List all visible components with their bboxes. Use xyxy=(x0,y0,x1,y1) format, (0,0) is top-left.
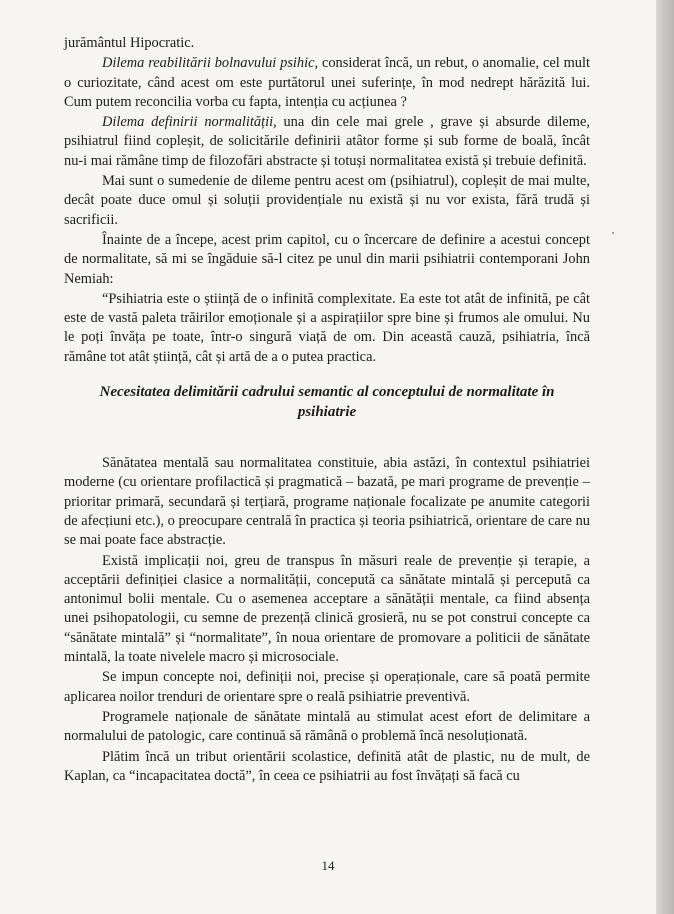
italic-term: Dilema reabilitării bolnavului psihic xyxy=(102,55,315,72)
paragraph-text: Înainte de a începe, acest prim capitol, cu o încercare de definire a acestui concept de normalitate, să mi se îngăduie să-l citez pe unul din marii psihiatrii contemporani John Nemiah: xyxy=(64,231,590,287)
paragraph-1 xyxy=(64,34,590,53)
paragraph-4 xyxy=(64,172,590,230)
paragraph-8: Se impun concepte noi, definiții noi, precise și operaționale, care să poată permite aplicarea noilor trenduri de orientare spre o reală psihiatrie preventivă. xyxy=(64,669,590,705)
section-body xyxy=(64,454,590,786)
page-edge-shadow xyxy=(656,0,674,914)
paragraph-3 xyxy=(64,113,590,171)
section-heading: Necesitatea delimitării cadrului semantic al conceptului de normalitate în psihiatrie xyxy=(99,384,555,420)
page-number: 14 xyxy=(321,858,335,873)
paragraph-text: jurământul Hipocratic. xyxy=(64,35,195,51)
quote-paragraph xyxy=(64,290,590,367)
paragraph-7: Există implicații noi, greu de transpus în măsuri reale de prevenție și terapie, a acceptării definiției clasice a normalității, concepută ca sănătate mintală și percepută ca antonimul bolii mentale. Cu o asemenea acceptare a sănătății mentale, ca fiind absența unei psihopatologii, cu semne de prezență clinică grosieră, nu se pot construi concepte ca “sănătate mintală” și “normalitate”, în noua orientare de promovare a politicii de sănătate mintală, la toate nivelele macro și microsociale. xyxy=(64,552,590,666)
paragraph-text: Mai sunt o sumedenie de dileme pentru acest om (psihiatrul), copleșit de mai multe, decât poate duce omul și soluții providențiale nu există și nu vor exista, fără trudă și sacrificii. xyxy=(64,173,590,228)
paragraph-2 xyxy=(64,54,590,112)
paragraph-text: “Psihiatria este o știință de o infinită complexitate. Ea este tot atât de infinită, pe cât este de vastă paleta trăirilor emoționale și a aspirațiilor spre bine și frumos ale omului. Nu le poți învăța pe toate, într-o singură viață de om. Din această cauză, psihiatria, încă rămâne tot atât știință, cât și artă de a o putea practica. xyxy=(64,290,590,365)
page-body xyxy=(64,34,590,787)
paragraph-5 xyxy=(64,231,590,289)
italic-term: Dilema definirii normalității xyxy=(102,114,274,131)
paragraph-10: Plătim încă un tribut orientării scolastice, definită atât de plastic, nu de mult, de Kaplan, ca “incapacitatea doctă”, în ceea ce psihiatrii au fost învățați să facă cu xyxy=(64,748,590,784)
paragraph-6: Sănătatea mentală sau normalitatea constituie, abia astăzi, în contextul psihiatriei moderne (cu orientare profilactică și pragmatică – bazată, pe mari programe de prevenție – prioritar primară, secundară și terțiară, programe naționale focalizate pe anumite categorii de afecțiuni etc.), o preocupare centrală în practica și teoria psihiatrică, orientare de care nu se mai poate face abstracție. xyxy=(64,455,590,549)
paragraph-9: Programele naționale de sănătate mintală au stimulat acest efort de delimitare a normalului de patologic, care continuă să rămână o problemă încă nesoluționată. xyxy=(64,708,590,745)
paragraph-text: , una din cele mai grele , grave și absurde dileme, psihiatrul fiind copleșit, de solicitările definirii atâtor forme și sub forme de boală, încât nu-i mai rămâne timp de filozofări abstracte și totuși normalitatea există și trebuie definită. xyxy=(64,114,590,169)
scan-speck xyxy=(612,232,614,234)
paragraph-text: , considerat încă, un rebut, o anomalie, cel mult o curiozitate, când acest om este purtătorul unei suferințe, în mod nedrept hărăzită lui. Cum putem reconcilia vorba cu fapta, intenția cu acțiunea ? xyxy=(64,55,590,110)
